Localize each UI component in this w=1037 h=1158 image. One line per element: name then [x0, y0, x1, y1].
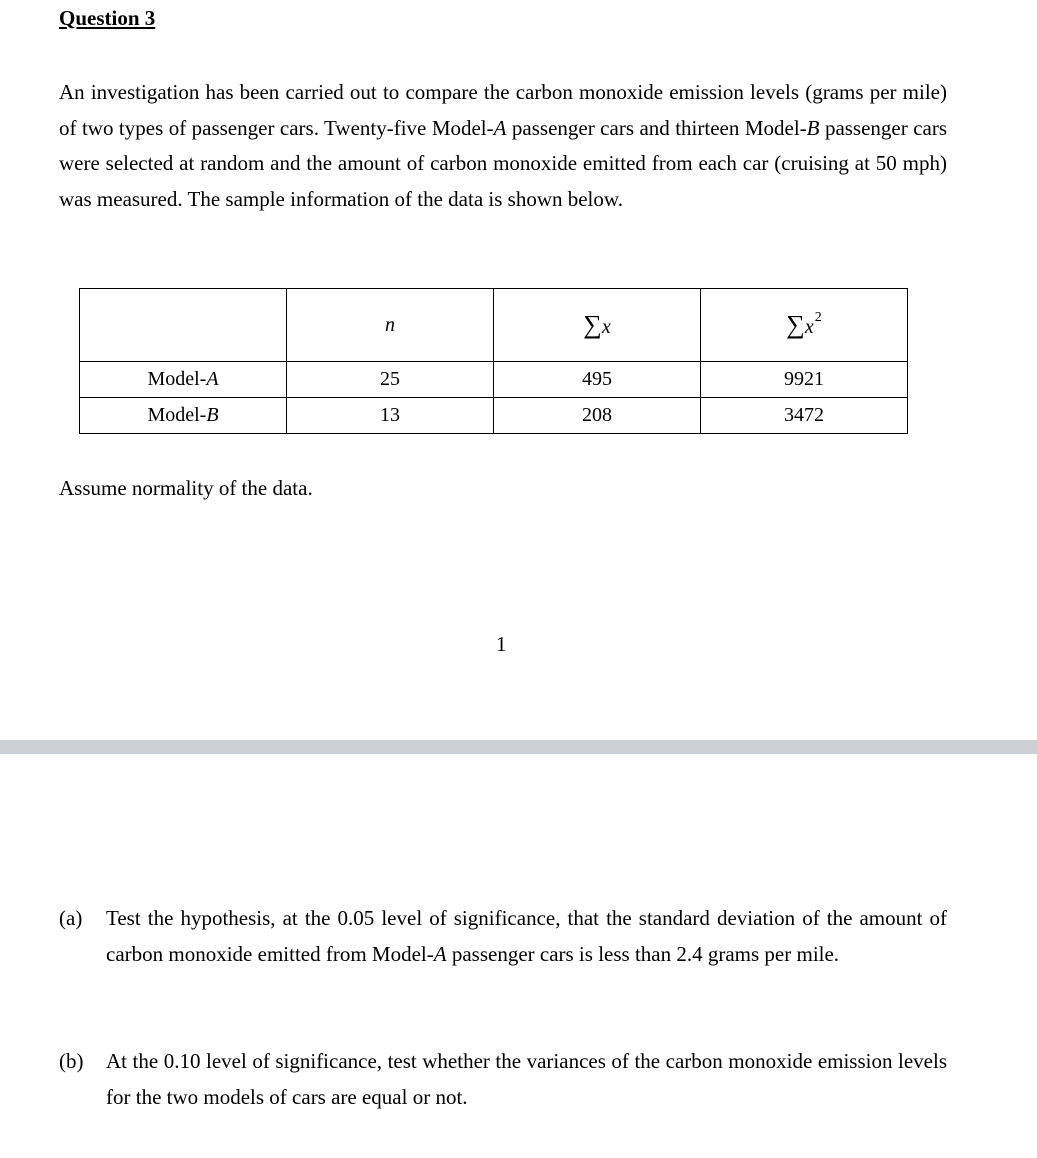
part-a	[59, 900, 947, 972]
x-symbol: x	[804, 316, 814, 338]
model-prefix: Model-	[147, 368, 207, 390]
model-letter: B	[806, 115, 820, 140]
n-symbol: n	[385, 313, 395, 336]
model-letter: A	[206, 368, 219, 390]
sum-x-squared-cell: 9921	[701, 362, 908, 398]
table-header-row	[80, 289, 908, 362]
header-sum-x-squared	[701, 289, 908, 362]
part-a-label: (a)	[59, 906, 83, 930]
model-name-cell	[80, 362, 287, 398]
page-separator	[0, 740, 1037, 754]
part-a-text-end: passenger cars is less than 2.4 grams per mile.	[446, 942, 840, 966]
sigma-icon: ∑	[786, 310, 805, 339]
part-a-model-letter: A	[433, 942, 447, 966]
sample-data-table	[79, 288, 908, 434]
n-cell: 25	[287, 362, 494, 398]
table-row-model-a	[80, 362, 908, 398]
header-sum-x	[494, 289, 701, 362]
sigma-icon: ∑	[583, 310, 602, 339]
part-b	[59, 1043, 947, 1115]
x-symbol: x	[601, 316, 611, 338]
model-name-cell	[80, 398, 287, 434]
page-number: 1	[496, 632, 507, 656]
model-prefix: Model-	[147, 404, 207, 426]
question-title: Question 3	[59, 6, 156, 30]
table-row-model-b	[80, 398, 908, 434]
header-n	[287, 289, 494, 362]
n-cell: 13	[287, 398, 494, 434]
sum-x-squared-cell: 3472	[701, 398, 908, 434]
sum-x-cell: 495	[494, 362, 701, 398]
page-2	[0, 754, 1037, 1158]
question-intro: An investigation has been carried out to compare the carbon monoxide emission levels (grams per mile) of two types of passenger cars. Twenty-five Model-A passenger cars and thirteen Model-B passenger cars were selected at random and the amount of carbon monoxide emitted from each car (cruising at 50 mph) was measured. The sample information of the data is shown below.	[59, 80, 948, 212]
square-exponent: 2	[814, 310, 822, 325]
header-blank	[80, 289, 287, 362]
model-letter: B	[206, 404, 219, 426]
model-letter: A	[493, 115, 507, 140]
sum-x-cell: 208	[494, 398, 701, 434]
part-b-text: At the 0.10 level of significance, test whether the variances of the carbon monoxide emission levels for the two models of cars are equal or not.	[106, 1049, 947, 1109]
part-a-text-start: Test the hypothesis, at the 0.05 level of significance, that the standard deviation of the amount of carbon monoxide emitted from Model-	[106, 906, 947, 966]
part-a-text	[106, 900, 947, 972]
normality-note: Assume normality of the data.	[59, 476, 313, 500]
part-b-label: (b)	[59, 1049, 84, 1073]
